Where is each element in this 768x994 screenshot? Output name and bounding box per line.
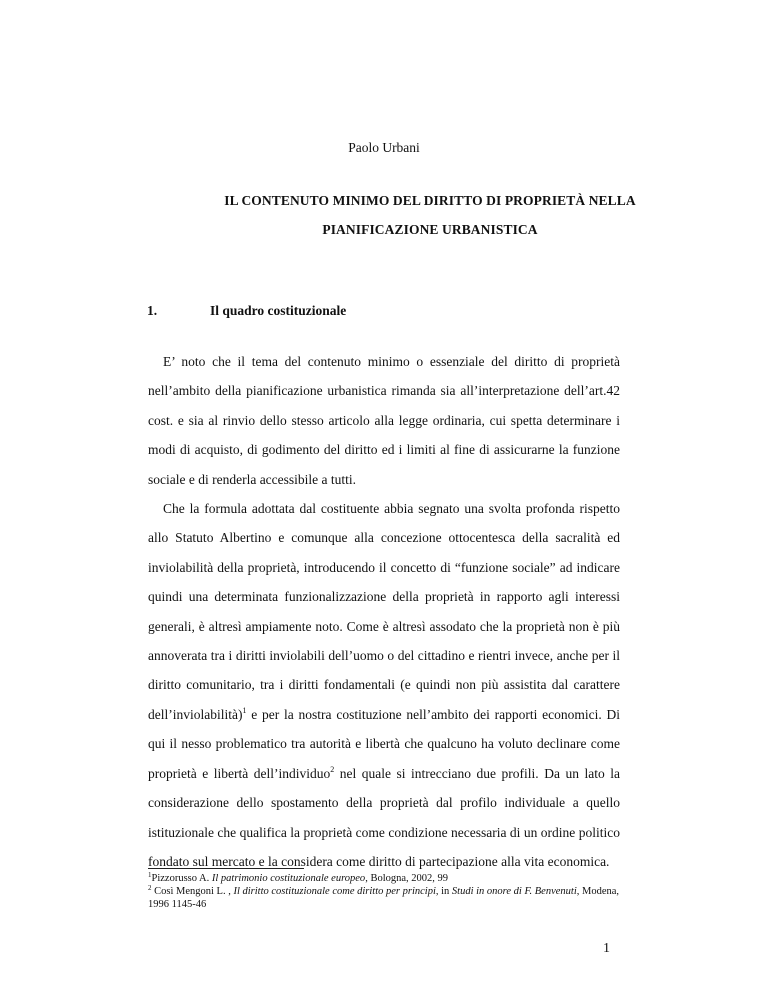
page-number: 1 [603, 941, 610, 956]
paragraph-1: E’ noto che il tema del contenuto minimo o essenziale del diritto di proprietà nell’ambito della pianificazione urbanistica rimanda sia all’interpretazione dell’art.42 cost. e sia al rinvio dello stesso articolo alla legge ordinaria, cui spetta determinare i modi di acquisto, di godimento del diritto ed i limiti al fine di assicurarne la funzione sociale e di renderla accessibile a tutti. [148, 354, 620, 487]
section-heading [147, 303, 346, 319]
document-title [170, 186, 690, 244]
footnote-1-work: Il patrimonio costituzionale europeo [211, 873, 366, 884]
paragraph-2 [148, 494, 620, 876]
footnote-2-author: Così Mengoni L. , [151, 886, 234, 897]
title-line-1: IL CONTENUTO MINIMO DEL DIRITTO DI PROPRIETÀ NELLA [224, 193, 636, 208]
paragraph-2-part-c: nel quale si intrecciano due profili. Da un lato la considerazione dello spostamento della proprietà dal profilo individuale a quello istituzionale che qualifica la proprietà come condizione necessaria di un ordine politico fondato sul mercato e la considera come diritto di partecipazione alla vita economica. [148, 765, 620, 869]
footnote-1-mark: 1 [148, 871, 152, 879]
footnote-1 [148, 872, 620, 885]
section-number: 1. [147, 303, 158, 318]
title-line-2: PIANIFICAZIONE URBANISTICA [322, 222, 538, 237]
author-name: Paolo Urbani [348, 140, 420, 155]
footnote-1-rest: , Bologna, 2002, 99 [365, 873, 449, 884]
section-title: Il quadro costituzionale [210, 303, 347, 318]
footnote-2-work: Il diritto costituzionale come diritto per principi [233, 886, 436, 897]
footnote-2-mid: , in [435, 886, 452, 897]
footnotes [148, 872, 620, 911]
footnote-ref-2[interactable]: 2 [330, 764, 335, 774]
paragraph-2-part-b: e per la nostra costituzione nell’ambito dei rapporti economici. Di qui il nesso problematico tra autorità e libertà che qualcuno ha voluto declinare come proprietà e libertà dell’individuo [148, 706, 620, 781]
body-text [148, 347, 620, 876]
footnote-separator [148, 868, 304, 869]
footnote-2 [148, 885, 620, 911]
footnote-2-work2: Studi in onore di F. Benvenuti [451, 886, 577, 897]
footnote-2-rest: , Modena, 1996 1145-46 [148, 886, 620, 910]
footnote-1-author: Pizzorusso A. [151, 873, 212, 884]
footnote-ref-1[interactable]: 1 [242, 705, 247, 715]
paragraph-2-part-a: Che la formula adottata dal costituente abbia segnato una svolta profonda rispetto allo Statuto Albertino e comunque alla concezione ottocentesca della sacralità ed inviolabilità della proprietà, introducendo il concetto di “funzione sociale” ad indicare quindi una determinata funzionalizzazione della proprietà in rapporto agli interessi generali, è altresì ampiamente noto. Come è altresì assodato che la proprietà non è più annoverata tra i diritti inviolabili dell’uomo o del cittadino e rientri invece, anche per il diritto comunitario, tra i diritti fondamentali (e quindi non più assistita dal carattere dell’inviolabilità) [148, 501, 620, 722]
footnote-2-mark: 2 [148, 884, 152, 892]
